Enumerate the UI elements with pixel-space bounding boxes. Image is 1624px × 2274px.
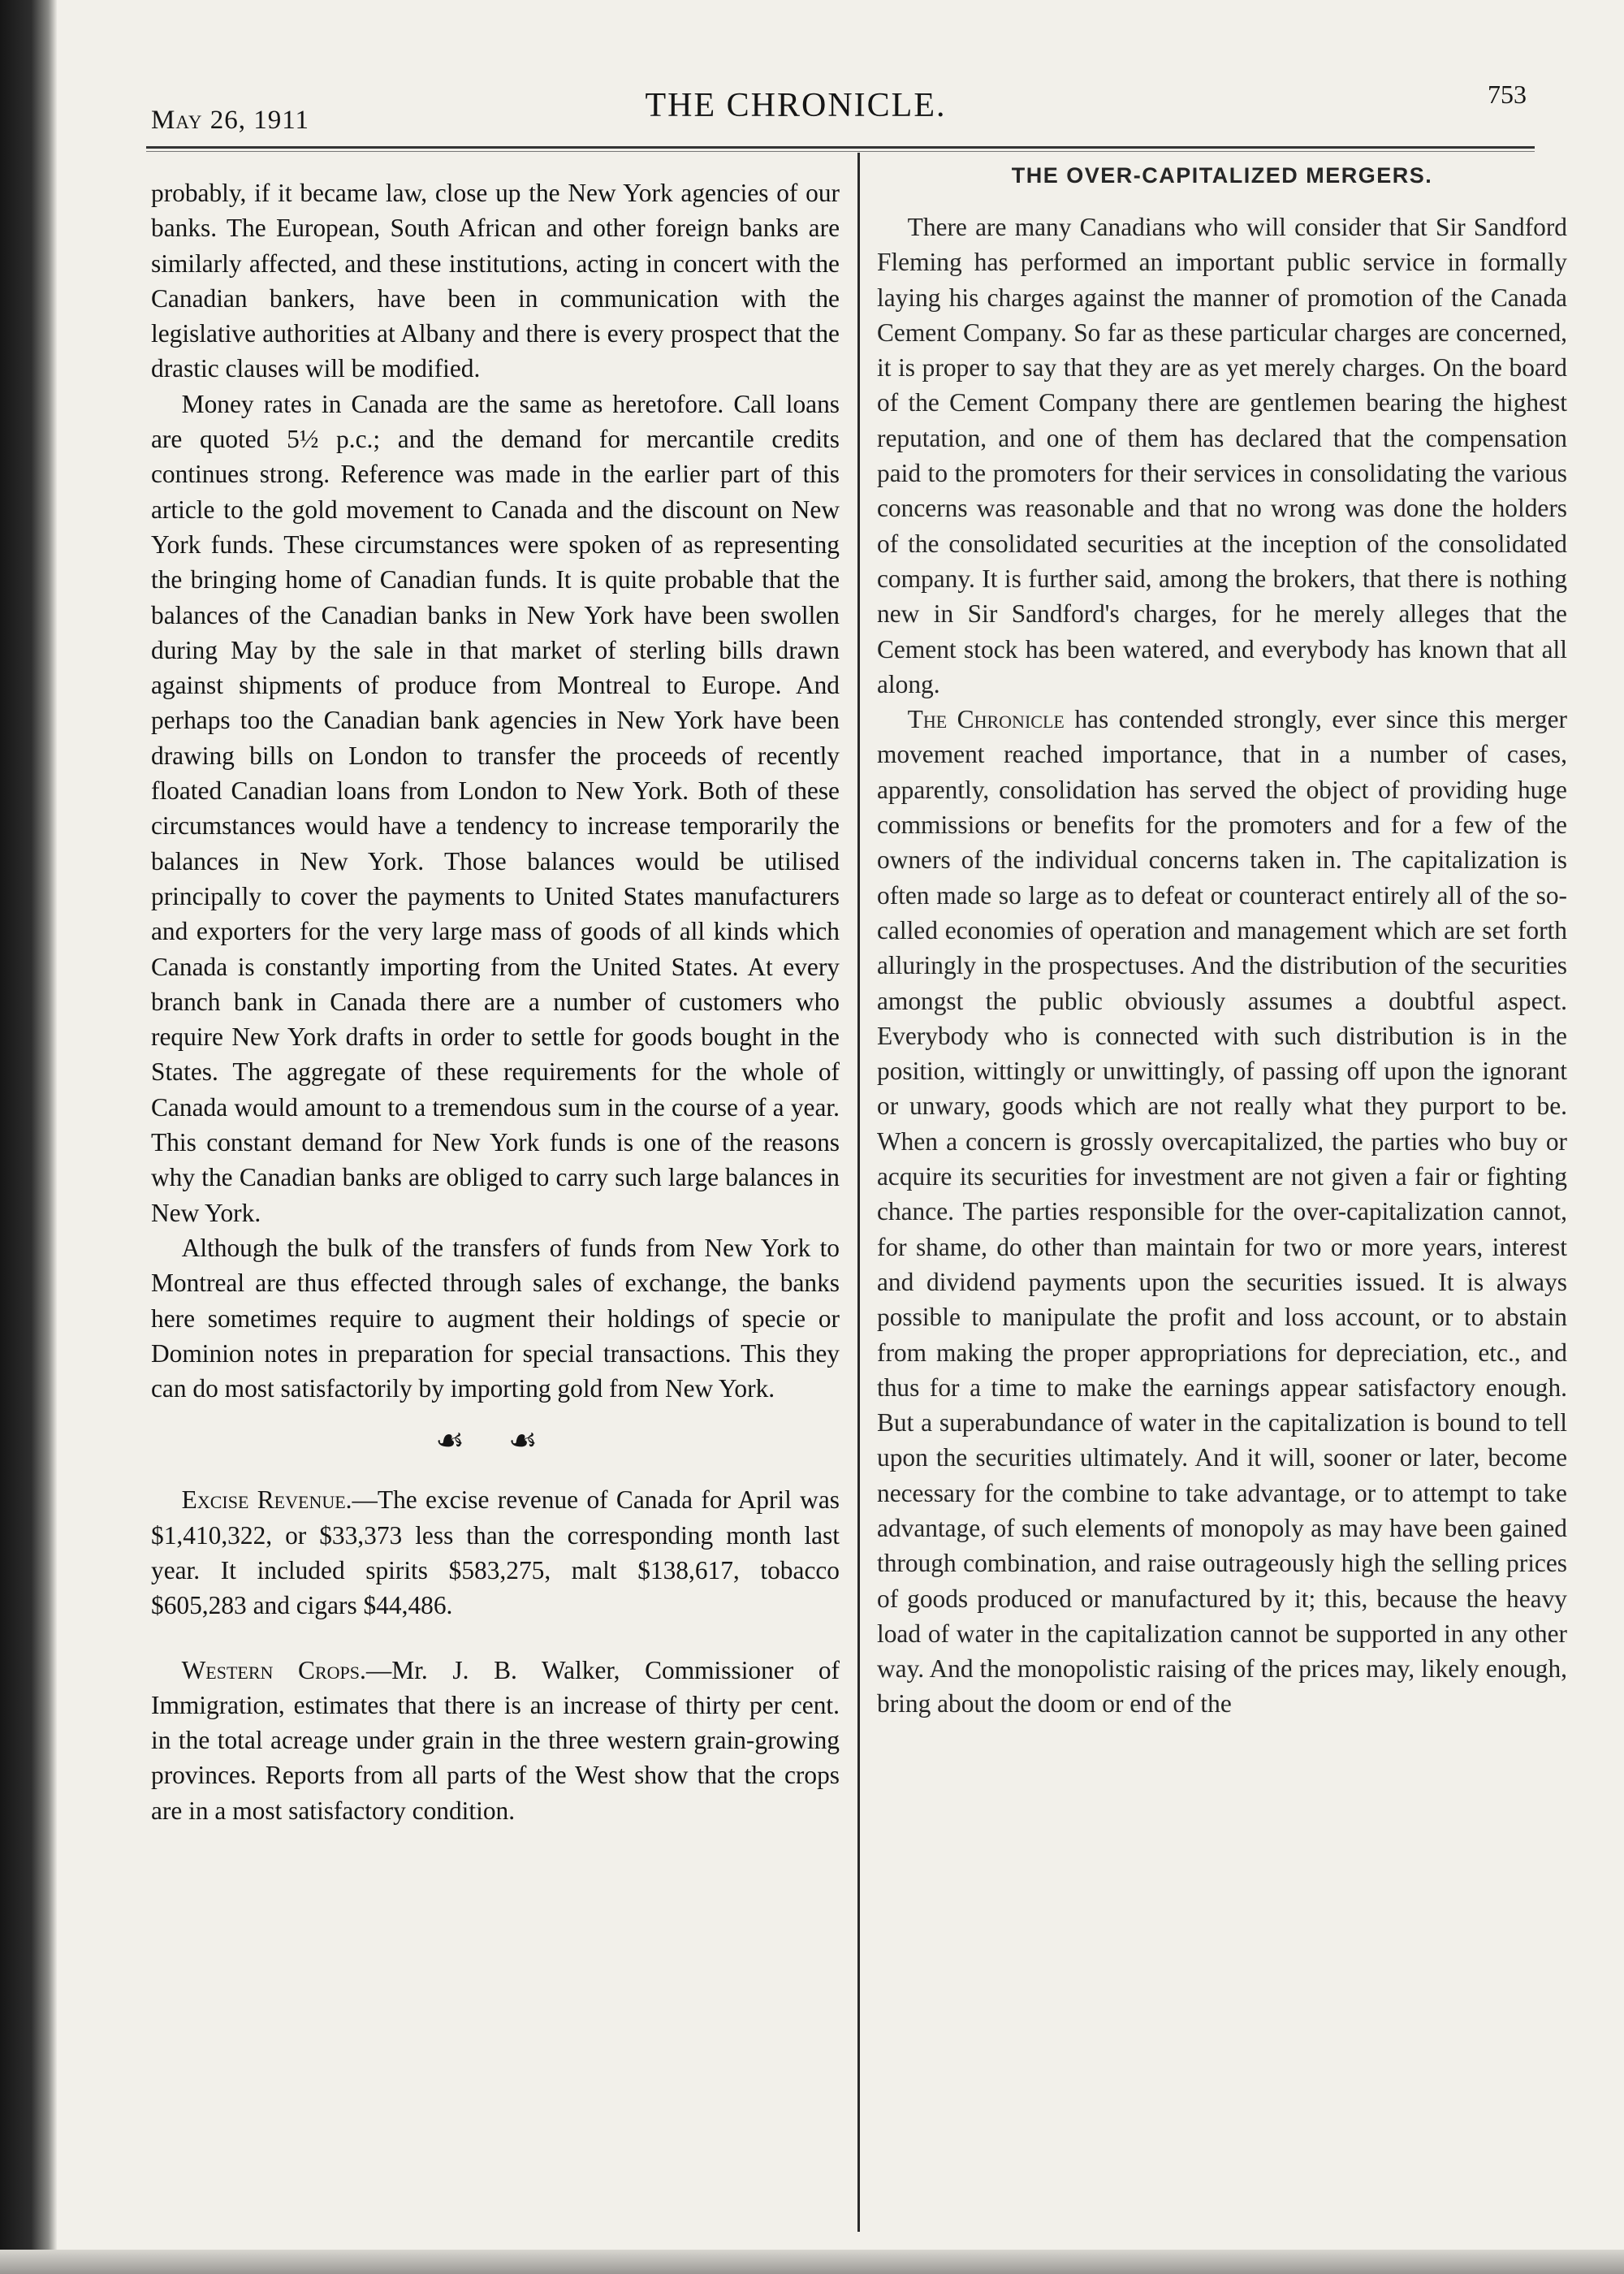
paragraph-chronicle-contention [877, 702, 1567, 1722]
column-divider [857, 153, 860, 2232]
issue-date: May 26, 1911 [151, 106, 309, 135]
newspaper-page [146, 71, 1567, 2216]
page-header [146, 71, 1543, 135]
header-rule [146, 146, 1535, 152]
excise-heading: Excise Revenue. [181, 1485, 352, 1515]
item-excise-revenue [151, 1482, 840, 1623]
paragraph-continued: probably, if it became law, close up the New York agencies of our banks. The European, South African and other foreign banks are similarly affected, and these institutions, acting in concert with the Canadian bankers, have been in communication with the legislative authorities at Albany and there is every prospect that the drastic clauses will be modified. [151, 179, 840, 383]
section-ornament: ☙ ☙ [435, 1422, 555, 1459]
crops-heading: Western Crops. [181, 1655, 366, 1684]
item-western-crops [151, 1653, 840, 1828]
page-number: 753 [1488, 80, 1527, 109]
paragraph-transfers: Although the bulk of the transfers of funds from New York to Montreal are thus effected through sales of exchange, the banks here sometimes require to augment their holdings of specie or Dominion notes in preparation for special transactions. This they can do most satisfactorily by importing gold from New York. [151, 1233, 840, 1403]
right-column [877, 159, 1567, 1722]
publication-title: THE CHRONICLE. [645, 87, 947, 124]
paragraph-money-rates: Money rates in Canada are the same as heretofore. Call loans are quoted 5½ p.c.; and the demand for mercantile credits continues strong. Reference was made in the earlier part of this article to the gold movement to Canada and the discount on New York funds. These circumstances were spoken of as representing the bringing home of Canadian funds. It is quite probable that the balances of the Canadian banks in New York have been swollen during May by the sale in that market of sterling bills drawn against shipments of produce from Montreal to Europe. And perhaps too the Canadian bank agencies in New York have been drawing bills on London to transfer the proceeds of recently floated Canadian loans from London to New York. Both of these circumstances would have a tendency to increase temporarily the balances in New York. Those balances would be utilised principally to cover the payments to United States manufacturers and exporters for the very large mass of goods of all kinds which Canada is constantly importing from the United States. At every branch bank in Canada there are a number of customers who require New York drafts in order to settle for goods bought in the States. The aggregate of these requirements for the whole of Canada would amount to a tremendous sum in the course of a year. This constant demand for New York funds is one of the reasons why the Canadian banks are obliged to carry such large balances in New York. [151, 389, 840, 1227]
excise-text: —The excise revenue of Canada for April was $1,410,322, or $33,373 less than the corresponding month last year. It included spirits $583,275, malt $138,617, tobacco $605,283 and cigars $44,486. [151, 1485, 840, 1620]
chronicle-name: The Chronicle [907, 705, 1065, 734]
crops-text: —Mr. J. B. Walker, Commissioner of Immigration, estimates that there is an increase of thirty per cent. in the total acreage under grain in the three western grain-growing provinces. Reports from all parts of the West show that the crops are in a most satisfactory condition. [151, 1655, 840, 1825]
article-title: THE OVER-CAPITALIZED MERGERS. [1011, 163, 1433, 188]
scan-shadow-left [0, 0, 57, 2274]
paragraph-fleming-charges: There are many Canadians who will consider that Sir Sandford Fleming has performed an important public service in formally laying his charges against the manner of promotion of the Canada Cement Company. So far as these particular charges are concerned, it is proper to say that they are as yet merely charges. On the board of the Cement Company there are gentlemen bearing the highest reputation, and one of them has declared that the compensation paid to the promoters for their services in consolidating the various concerns was reasonable and that no wrong was done the holders of the consolidated securities at the inception of the consolidated company. It is further said, among the brokers, that there is nothing new in Sir Sandford's charges, for he merely alleges that the Cement stock has been watered, and everybody has known that all along. [877, 213, 1567, 698]
scan-shadow-bottom [0, 2250, 1624, 2274]
left-column [151, 175, 840, 1828]
chronicle-paragraph-text: has contended strongly, ever since this merger movement reached importance, that in a number of cases, apparently, consolidation has served the object of providing huge commissions or benefits for the promoters and for a few of the owners of the individual concerns taken in. The capitalization is often made so large as to defeat or counteract entirely all of the so-called economies of operation and management which are set forth alluringly in the prospectuses. And the distribution of the securities amongst the public obviously assumes a doubtful aspect. Everybody who is connected with such distribution is in the position, wittingly or unwittingly, of passing off upon the ignorant or unwary, goods which are not really what they purport to be. When a concern is grossly overcapitalized, the parties who buy or acquire its securities for investment are not given a fair or fighting chance. The parties responsible for the over-capitalization cannot, for shame, do other than maintain for two or more years, interest and dividend payments upon the securities issued. It is always possible to manipulate the profit and loss account, or to abstain from making the proper appropriations for depreciation, etc., and thus for a time to make the earnings appear satisfactory enough. But a superabundance of water in the capitalization is bound to tell upon the securities ultimately. And it will, sooner or later, become necessary for the combine to take advantage, or to attempt to take advantage, of such elements of monopoly as may have been gained through combination, and raise outrageously high the selling prices of goods produced or manufactured by it; this, because the heavy load of water in the capitalization cannot be supported in any other way. And the monopolistic raising of the prices may, likely enough, bring about the doom or end of the [877, 705, 1567, 1718]
